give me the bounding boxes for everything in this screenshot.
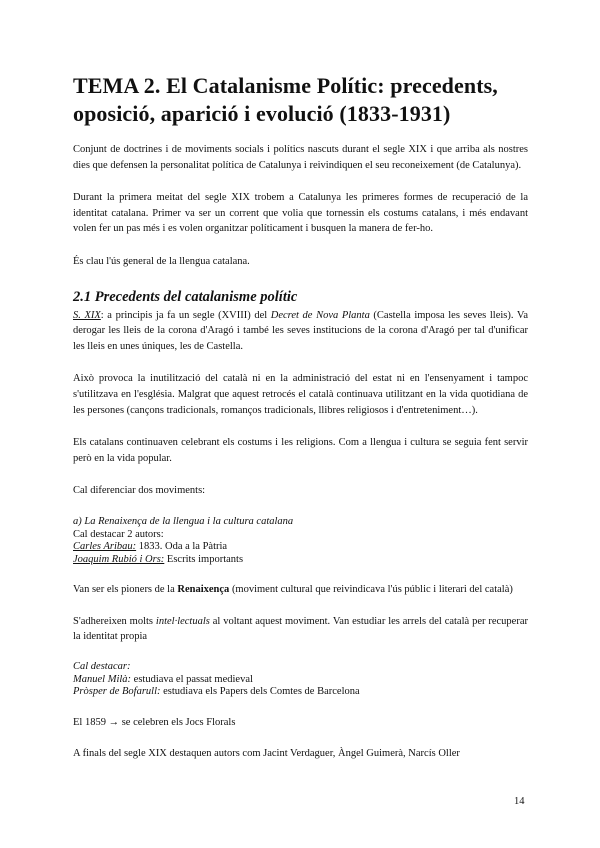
author-1: Carles Aribau: 1833. Oda a la Pàtria [73,541,228,553]
century-label: S. XIX [73,309,101,321]
section-paragraph-7: El 1859 → se celebren els Jocs Florals [73,716,236,728]
page-number: 14 [514,796,525,807]
highlight-block [73,661,528,699]
intro-paragraph-3: És clau l'ús general de la llengua catalana. [73,255,250,267]
movement-a-block [73,516,528,566]
section-paragraph-4: Cal diferenciar dos moviments: [73,485,206,497]
section-paragraph-6: S'adhereixen molts intel·lectuals al voltant aquest moviment. Van estudiar les arrels del català per recuperar la identitat propia [73,615,528,643]
intro-paragraph-1: Conjunt de doctrines i de moviments socials i polítics nascuts durant el segle XIX i que arriba als nostres dies que defensen la personalitat política de Catalunya i reivindiquen el seu reconeixement (de Catalunya). [73,144,528,171]
document-page [73,72,528,762]
highlight-title: Cal destacar: [73,661,131,673]
person-2: Pròsper de Bofarull: estudiava els Papers dels Comtes de Barcelona [73,686,360,698]
intro-paragraph-2: Durant la primera meitat del segle XIX trobem a Catalunya les primeres formes de recuperació de la identitat catalana. Primer va ser un corrent que volia que tornessin els costums catalans, i més endavant volen fer un pas més i es volen organitzar políticament i busquen la manera de fer-ho. [73,192,528,235]
section-paragraph-2: Això provoca la inutilització del català ni en la administració del estat ni en l'ensenyament i tampoc s'utilitzava en l'església. Malgrat que aquest retrocés el català continuava utilitzant en la vida quotidiana de les persones (cançons tradicionals, romanços tradicionals, llibres religiosos i d'entreteniment…). [73,373,528,416]
section-paragraph-3: Els catalans continuaven celebrant els costums i les religions. Com a llengua i cultura se seguia fent servir però en la vida popular. [73,437,528,464]
page-title: TEMA 2. El Catalanisme Polític: precedents, oposició, aparició i evolució (1833-1931) [73,73,498,126]
section-paragraph-5: Van ser els pioners de la Renaixença (moviment cultural que reivindicava l'ús públic i literari del català) [73,584,513,596]
decree-name: Decret de Nova Planta [270,309,370,321]
movement-a-intro: Cal destacar 2 autors: [73,528,164,540]
person-1: Manuel Milà: estudiava el passat medieval [73,673,253,685]
movement-a-title: a) La Renaixença de la llengua i la cultura catalana [73,515,294,527]
section-paragraph-8: A finals del segle XIX destaquen autors com Jacint Verdaguer, Àngel Guimerà, Narcís Oller [73,748,460,760]
section-paragraph-1: S. XIX: a principis ja fa un segle (XVIII) del Decret de Nova Planta (Castella imposa les seves lleis). Va derogar les lleis de la corona d'Aragó i també les seves institucions de la corona d'Aragó per tal d'unificar les lleis en unes úniques, les de Castella. [73,309,528,352]
section-heading: 2.1 Precedents del catalanisme polític [73,288,298,305]
author-2: Joaquim Rubió i Ors: Escrits importants [73,553,244,565]
